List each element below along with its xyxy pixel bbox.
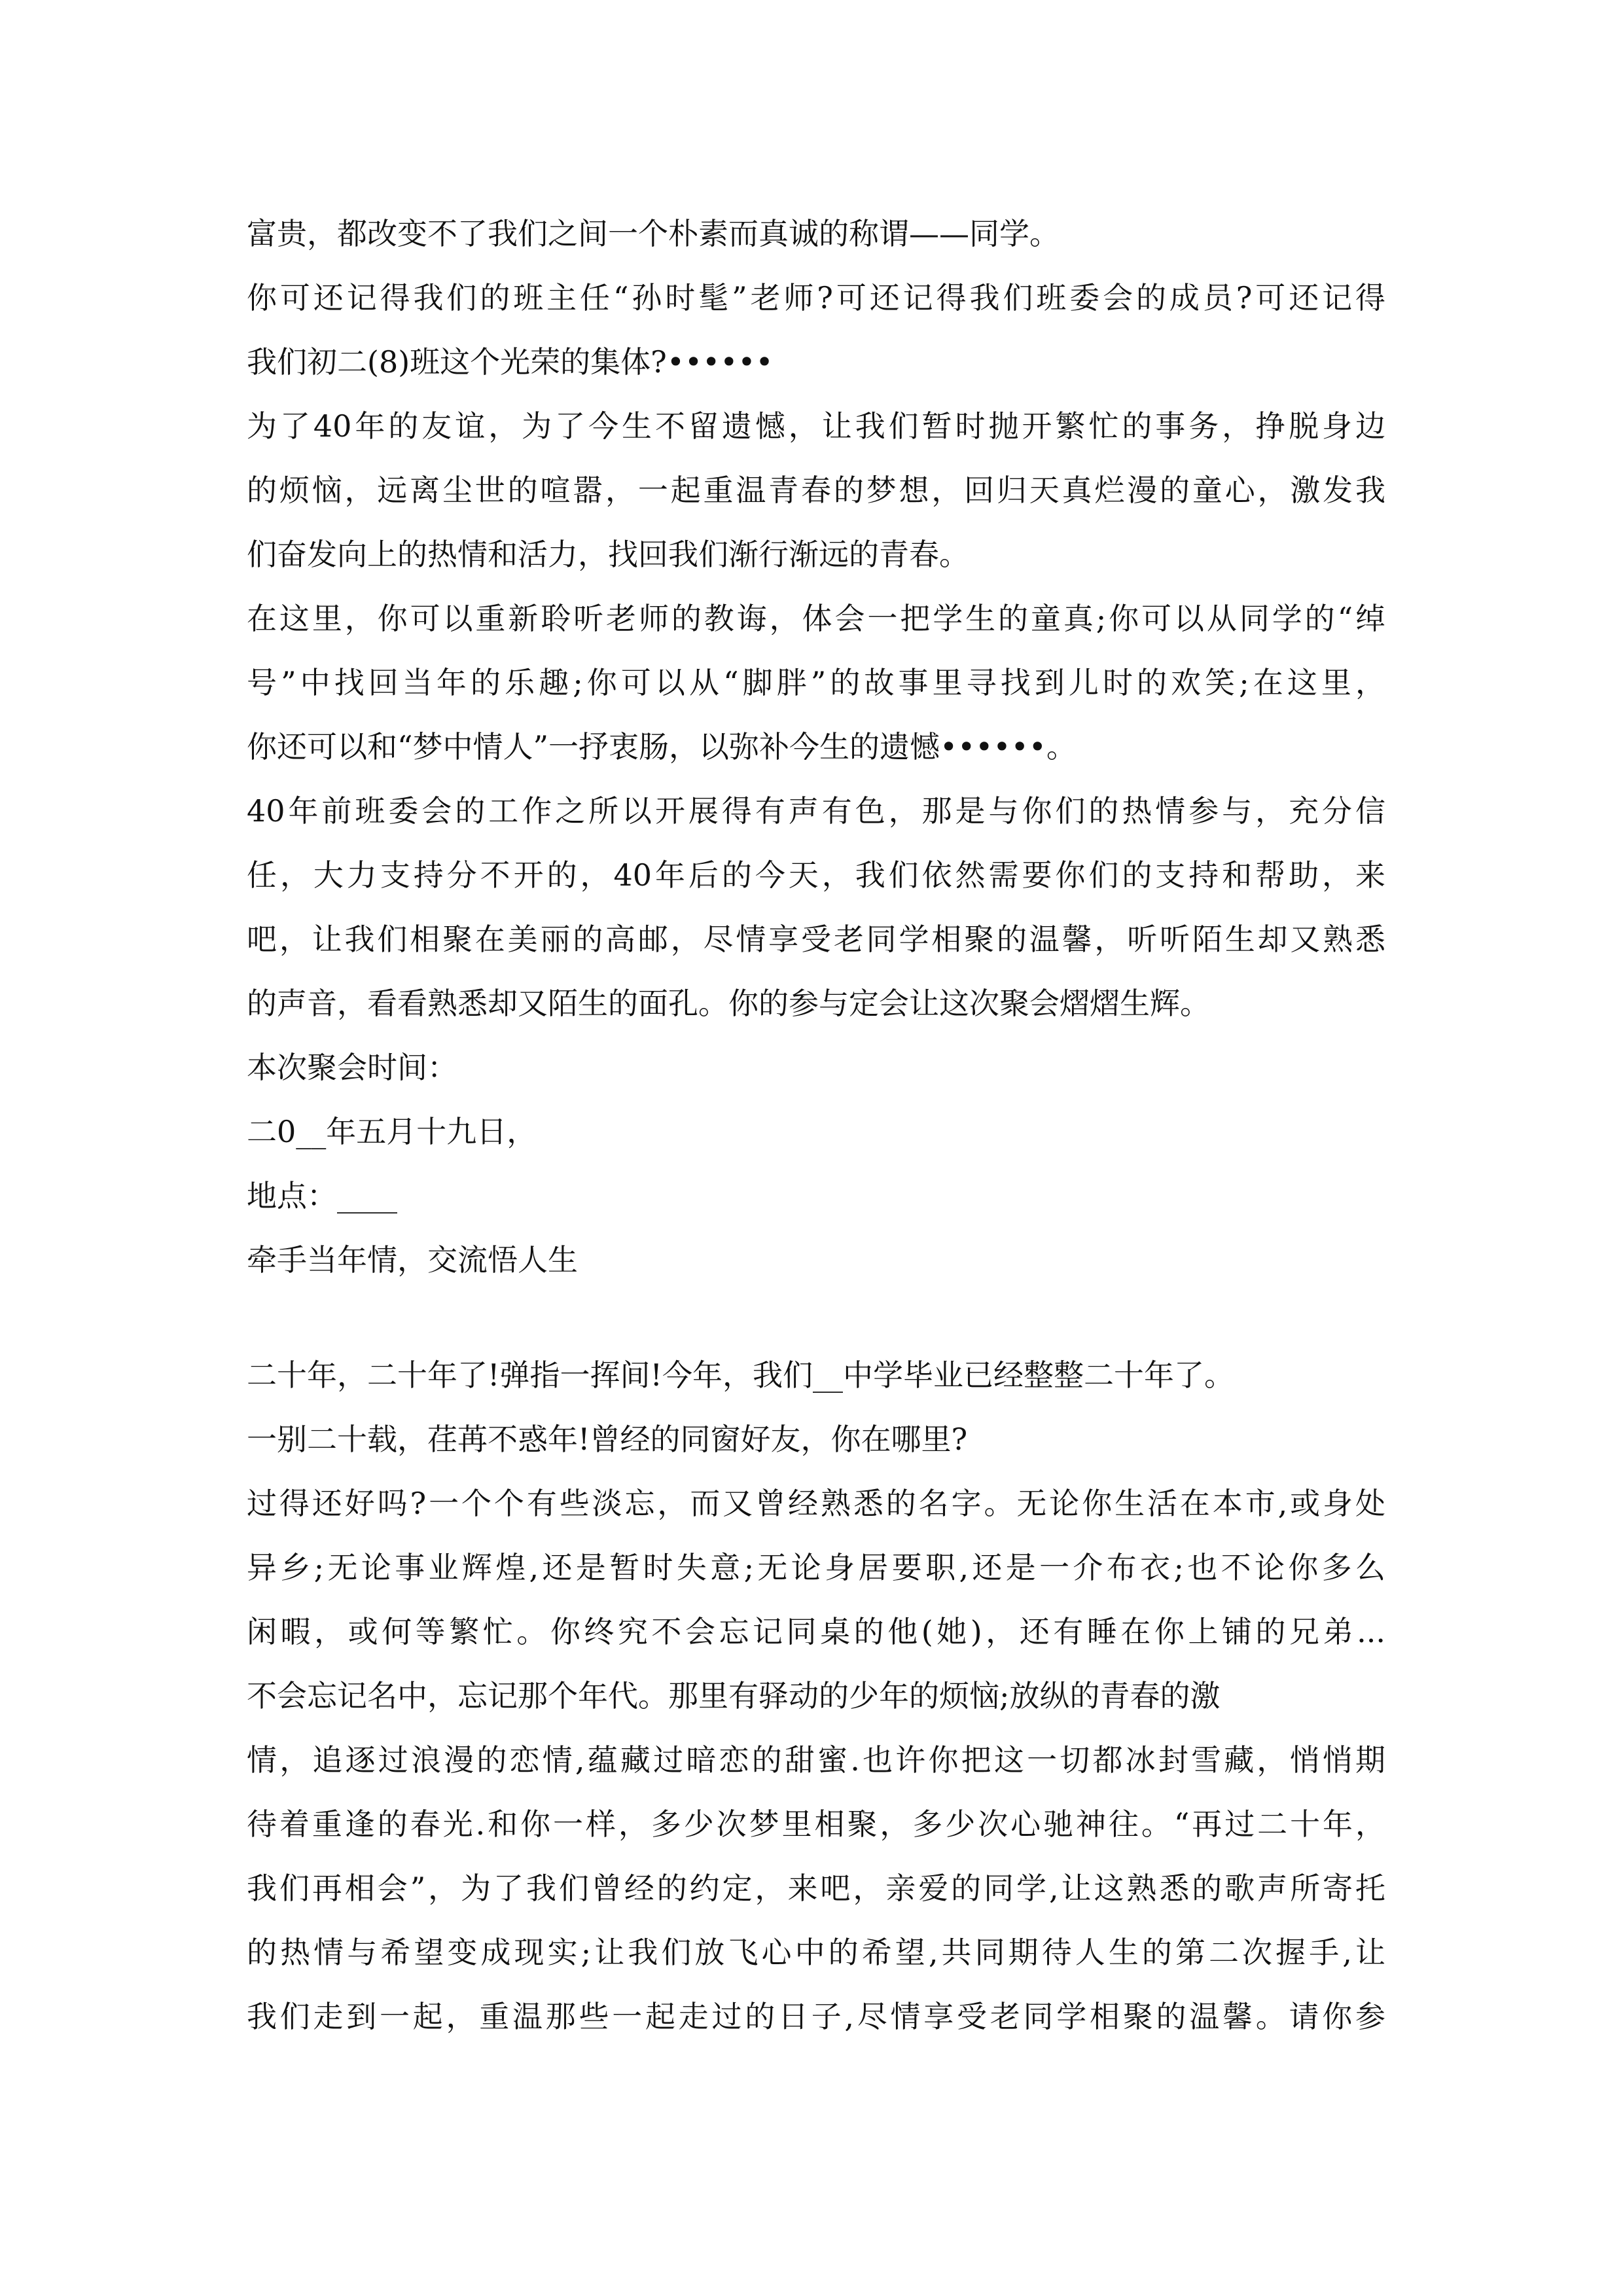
paragraph-line: 我们走到一起，重温那些一起走过的日子,尽情享受老同学相聚的温馨。请你参: [247, 1999, 1385, 2034]
reunion-slogan: 牵手当年情，交流悟人生: [247, 1242, 578, 1278]
paragraph-line: 一别二十载，荏苒不惑年!曾经的同窗好友，你在哪里?: [247, 1422, 968, 1457]
paragraph-line: 我们再相会”，为了我们曾经的约定，来吧，亲爱的同学,让这熟悉的歌声所寄托: [247, 1871, 1385, 1906]
paragraph-line: 我们初二(8)班这个光荣的集体?••••••: [247, 344, 774, 380]
paragraph-line: 在这里，你可以重新聆听老师的教诲，体会一把学生的童真;你可以从同学的“绰: [247, 601, 1385, 636]
section-two: [247, 1343, 1385, 2049]
paragraph-line: 异乡;无论事业辉煌,还是暂时失意;无论身居要职,还是一介布衣;也不论你多么: [247, 1550, 1385, 1585]
paragraph-line: 40年前班委会的工作之所以开展得有声有色，那是与你们的热情参与，充分信: [247, 793, 1385, 829]
paragraph-line: 的热情与希望变成现实;让我们放飞心中的希望,共同期待人生的第二次握手,让: [247, 1935, 1385, 1970]
paragraph-line: 号”中找回当年的乐趣;你可以从“脚胖”的故事里寻找到儿时的欢笑;在这里，: [247, 665, 1385, 700]
paragraph-line: 你还可以和“梦中情人”一抒衷肠，以弥补今生的遗憾••••••。: [247, 729, 1077, 764]
paragraph-line: 过得还好吗?一个个有些淡忘，而又曾经熟悉的名字。无论你生活在本市,或身处: [247, 1486, 1385, 1521]
paragraph-line: 任，大力支持分不开的，40年后的今天，我们依然需要你们的支持和帮助，来: [247, 857, 1385, 893]
paragraph-line: 不会忘记名中，忘记那个年代。那里有驿动的少年的烦恼;放纵的青春的激: [247, 1678, 1221, 1713]
meeting-location: 地点：____: [247, 1178, 397, 1213]
paragraph-line: 们奋发向上的热情和活力，找回我们渐行渐远的青春。: [247, 537, 969, 572]
paragraph-line: 的声音，看看熟悉却又陌生的面孔。你的参与定会让这次聚会熠熠生辉。: [247, 986, 1210, 1021]
paragraph-line: 二十年，二十年了!弹指一挥间!今年，我们__中学毕业已经整整二十年了。: [247, 1357, 1234, 1393]
paragraph-line: 闲暇，或何等繁忙。你终究不会忘记同桌的他(她)，还有睡在你上铺的兄弟...: [247, 1614, 1385, 1649]
meeting-date: 二0__年五月十九日，: [247, 1114, 537, 1149]
paragraph-line: 吧，让我们相聚在美丽的高邮，尽情享受老同学相聚的温馨，听听陌生却又熟悉: [247, 922, 1385, 957]
meeting-time-label: 本次聚会时间：: [247, 1050, 457, 1085]
paragraph-line: 的烦恼，远离尘世的喧嚣，一起重温青春的梦想，回归天真烂漫的童心，激发我: [247, 473, 1385, 508]
paragraph-line: 为了40年的友谊，为了今生不留遗憾，让我们暂时抛开繁忙的事务，挣脱身边: [247, 408, 1385, 444]
paragraph-line: 待着重逢的春光.和你一样，多少次梦里相聚，多少次心驰神往。“再过二十年，: [247, 1806, 1385, 1842]
paragraph-line: 情，追逐过浪漫的恋情,蕴藏过暗恋的甜蜜.也许你把这一切都冰封雪藏，悄悄期: [247, 1742, 1385, 1778]
section-one: [247, 202, 1385, 1292]
paragraph-line: 富贵，都改变不了我们之间一个朴素而真诚的称谓——同学。: [247, 216, 1060, 251]
paragraph-line: 你可还记得我们的班主任“孙时髦”老师?可还记得我们班委会的成员?可还记得: [247, 280, 1385, 315]
